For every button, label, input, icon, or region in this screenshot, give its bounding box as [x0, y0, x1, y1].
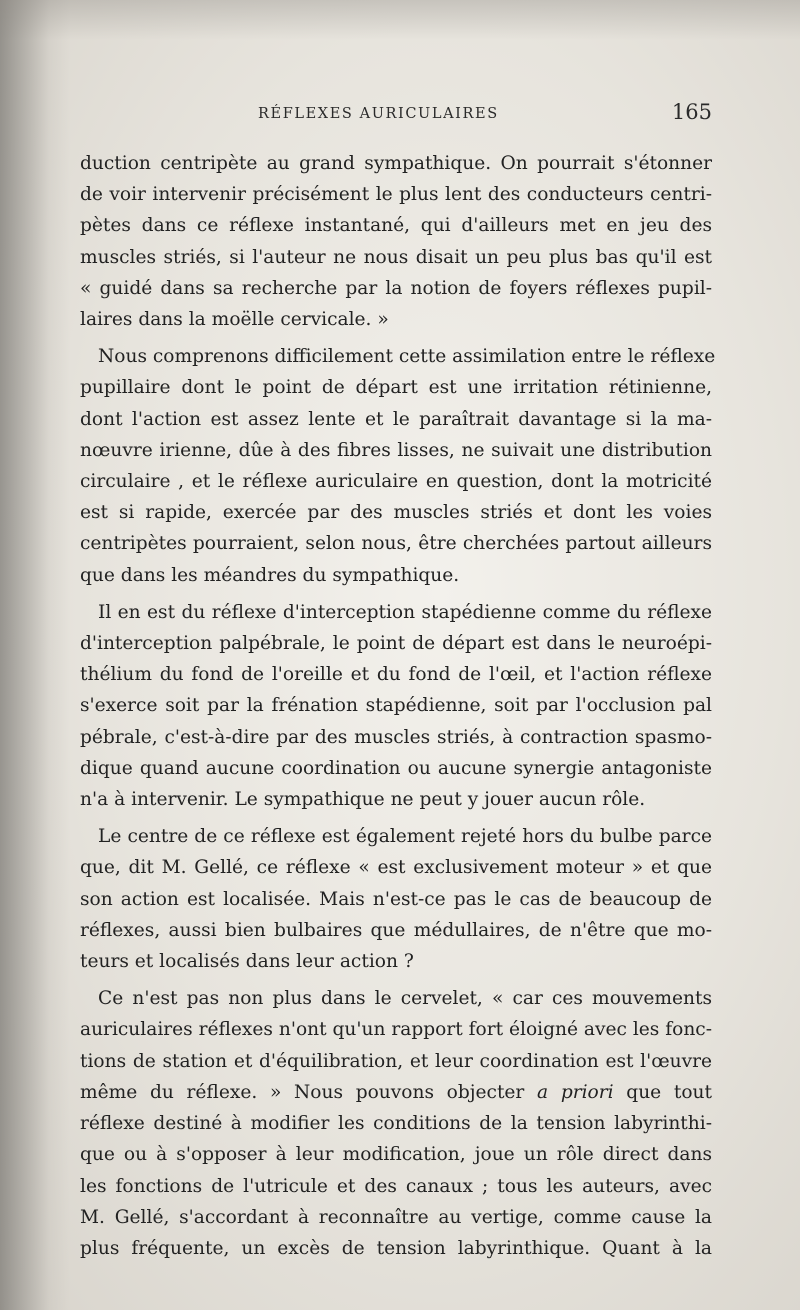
text-line: circulaire , et le réflexe auriculaire en question, dont la motricité: [80, 471, 712, 493]
text-line: Le centre de ce réflexe est également rejeté hors du bulbe parce: [98, 826, 712, 848]
text-line: plus fréquente, un excès de tension labyrinthique. Quant à la: [80, 1237, 712, 1259]
text-line: pupillaire dont le point de départ est une irritation rétinienne,: [80, 377, 712, 399]
running-head: [80, 100, 712, 130]
text-line: Il en est du réflexe d'interception stapédienne comme du réflexe: [98, 601, 712, 623]
text-line: dique quand aucune coordination ou aucune synergie antagoniste: [80, 757, 712, 779]
text-line: réflexes, aussi bien bulbaires que médullaires, de n'être que mo-: [80, 919, 712, 941]
text-line: M. Gellé, s'accordant à reconnaître au vertige, comme cause la: [80, 1206, 712, 1228]
text-line: s'exerce soit par la frénation stapédienne, soit par l'occlusion pal: [80, 695, 712, 717]
text-line: que ou à s'opposer à leur modification, joue un rôle direct dans: [80, 1144, 712, 1166]
text-line: pébrale, c'est-à-dire par des muscles striés, à contraction spasmo-: [80, 726, 712, 748]
text-line: centripètes pourraient, selon nous, être cherchées partout ailleurs: [80, 533, 712, 555]
italic-phrase: a priori: [537, 1081, 614, 1103]
text-line: dont l'action est assez lente et le paraîtrait davantage si la ma-: [80, 408, 712, 430]
text-line: est si rapide, exercée par des muscles striés et dont les voies: [80, 502, 712, 524]
text-line: muscles striés, si l'auteur ne nous disait un peu plus bas qu'il est: [80, 246, 712, 268]
text-line: nœuvre irienne, dûe à des fibres lisses, ne suivait une distribution: [80, 439, 712, 461]
text-line: pètes dans ce réflexe instantané, qui d'ailleurs met en jeu des: [80, 215, 712, 237]
text-segment: même du réflexe. » Nous pouvons objecter: [80, 1081, 525, 1103]
text-line: laires dans la moëlle cervicale. »: [80, 309, 389, 331]
text-line: n'a à intervenir. Le sympathique ne peut y jouer aucun rôle.: [80, 789, 646, 811]
paragraph-5: [80, 983, 712, 1264]
paragraph-2: [80, 341, 716, 591]
page-number: 165: [671, 100, 712, 124]
text-line: que, dit M. Gellé, ce réflexe « est exclusivement moteur » et que: [80, 857, 712, 879]
text-line: teurs et localisés dans leur action ?: [80, 951, 414, 973]
text-line: que dans les méandres du sympathique.: [80, 564, 460, 586]
text-line: auriculaires réflexes n'ont qu'un rapport fort éloigné avec les fonc-: [80, 1019, 712, 1041]
paragraph-4: [80, 821, 712, 977]
text-segment: que tout: [626, 1081, 712, 1103]
text-line: son action est localisée. Mais n'est-ce pas le cas de beaucoup de: [80, 888, 712, 910]
text-line: les fonctions de l'utricule et des canaux ; tous les auteurs, avec: [80, 1175, 712, 1197]
paragraph-3: [80, 597, 712, 815]
text-line-with-italic: [80, 1077, 712, 1108]
paragraph-1: [80, 148, 712, 335]
body-text: [80, 148, 716, 1264]
text-line: Ce n'est pas non plus dans le cervelet, « car ces mouvements: [98, 988, 712, 1010]
text-line: d'interception palpébrale, le point de départ est dans le neuroépi-: [80, 633, 712, 655]
text-line: thélium du fond de l'oreille et du fond de l'œil, et l'action réflexe: [80, 664, 712, 686]
text-line: tions de station et d'équilibration, et leur coordination est l'œuvre: [80, 1050, 712, 1072]
text-line: Nous comprenons difficilement cette assimilation entre le réflexe: [98, 346, 716, 368]
text-line: de voir intervenir précisément le plus lent des conducteurs centri-: [80, 184, 712, 206]
running-title: RÉFLEXES AURICULAIRES: [258, 106, 499, 122]
text-line: réflexe destiné à modifier les conditions de la tension labyrinthi-: [80, 1113, 712, 1135]
text-line: duction centripète au grand sympathique. On pourrait s'étonner: [80, 153, 712, 174]
text-line: « guidé dans sa recherche par la notion de foyers réflexes pupil-: [80, 277, 712, 299]
